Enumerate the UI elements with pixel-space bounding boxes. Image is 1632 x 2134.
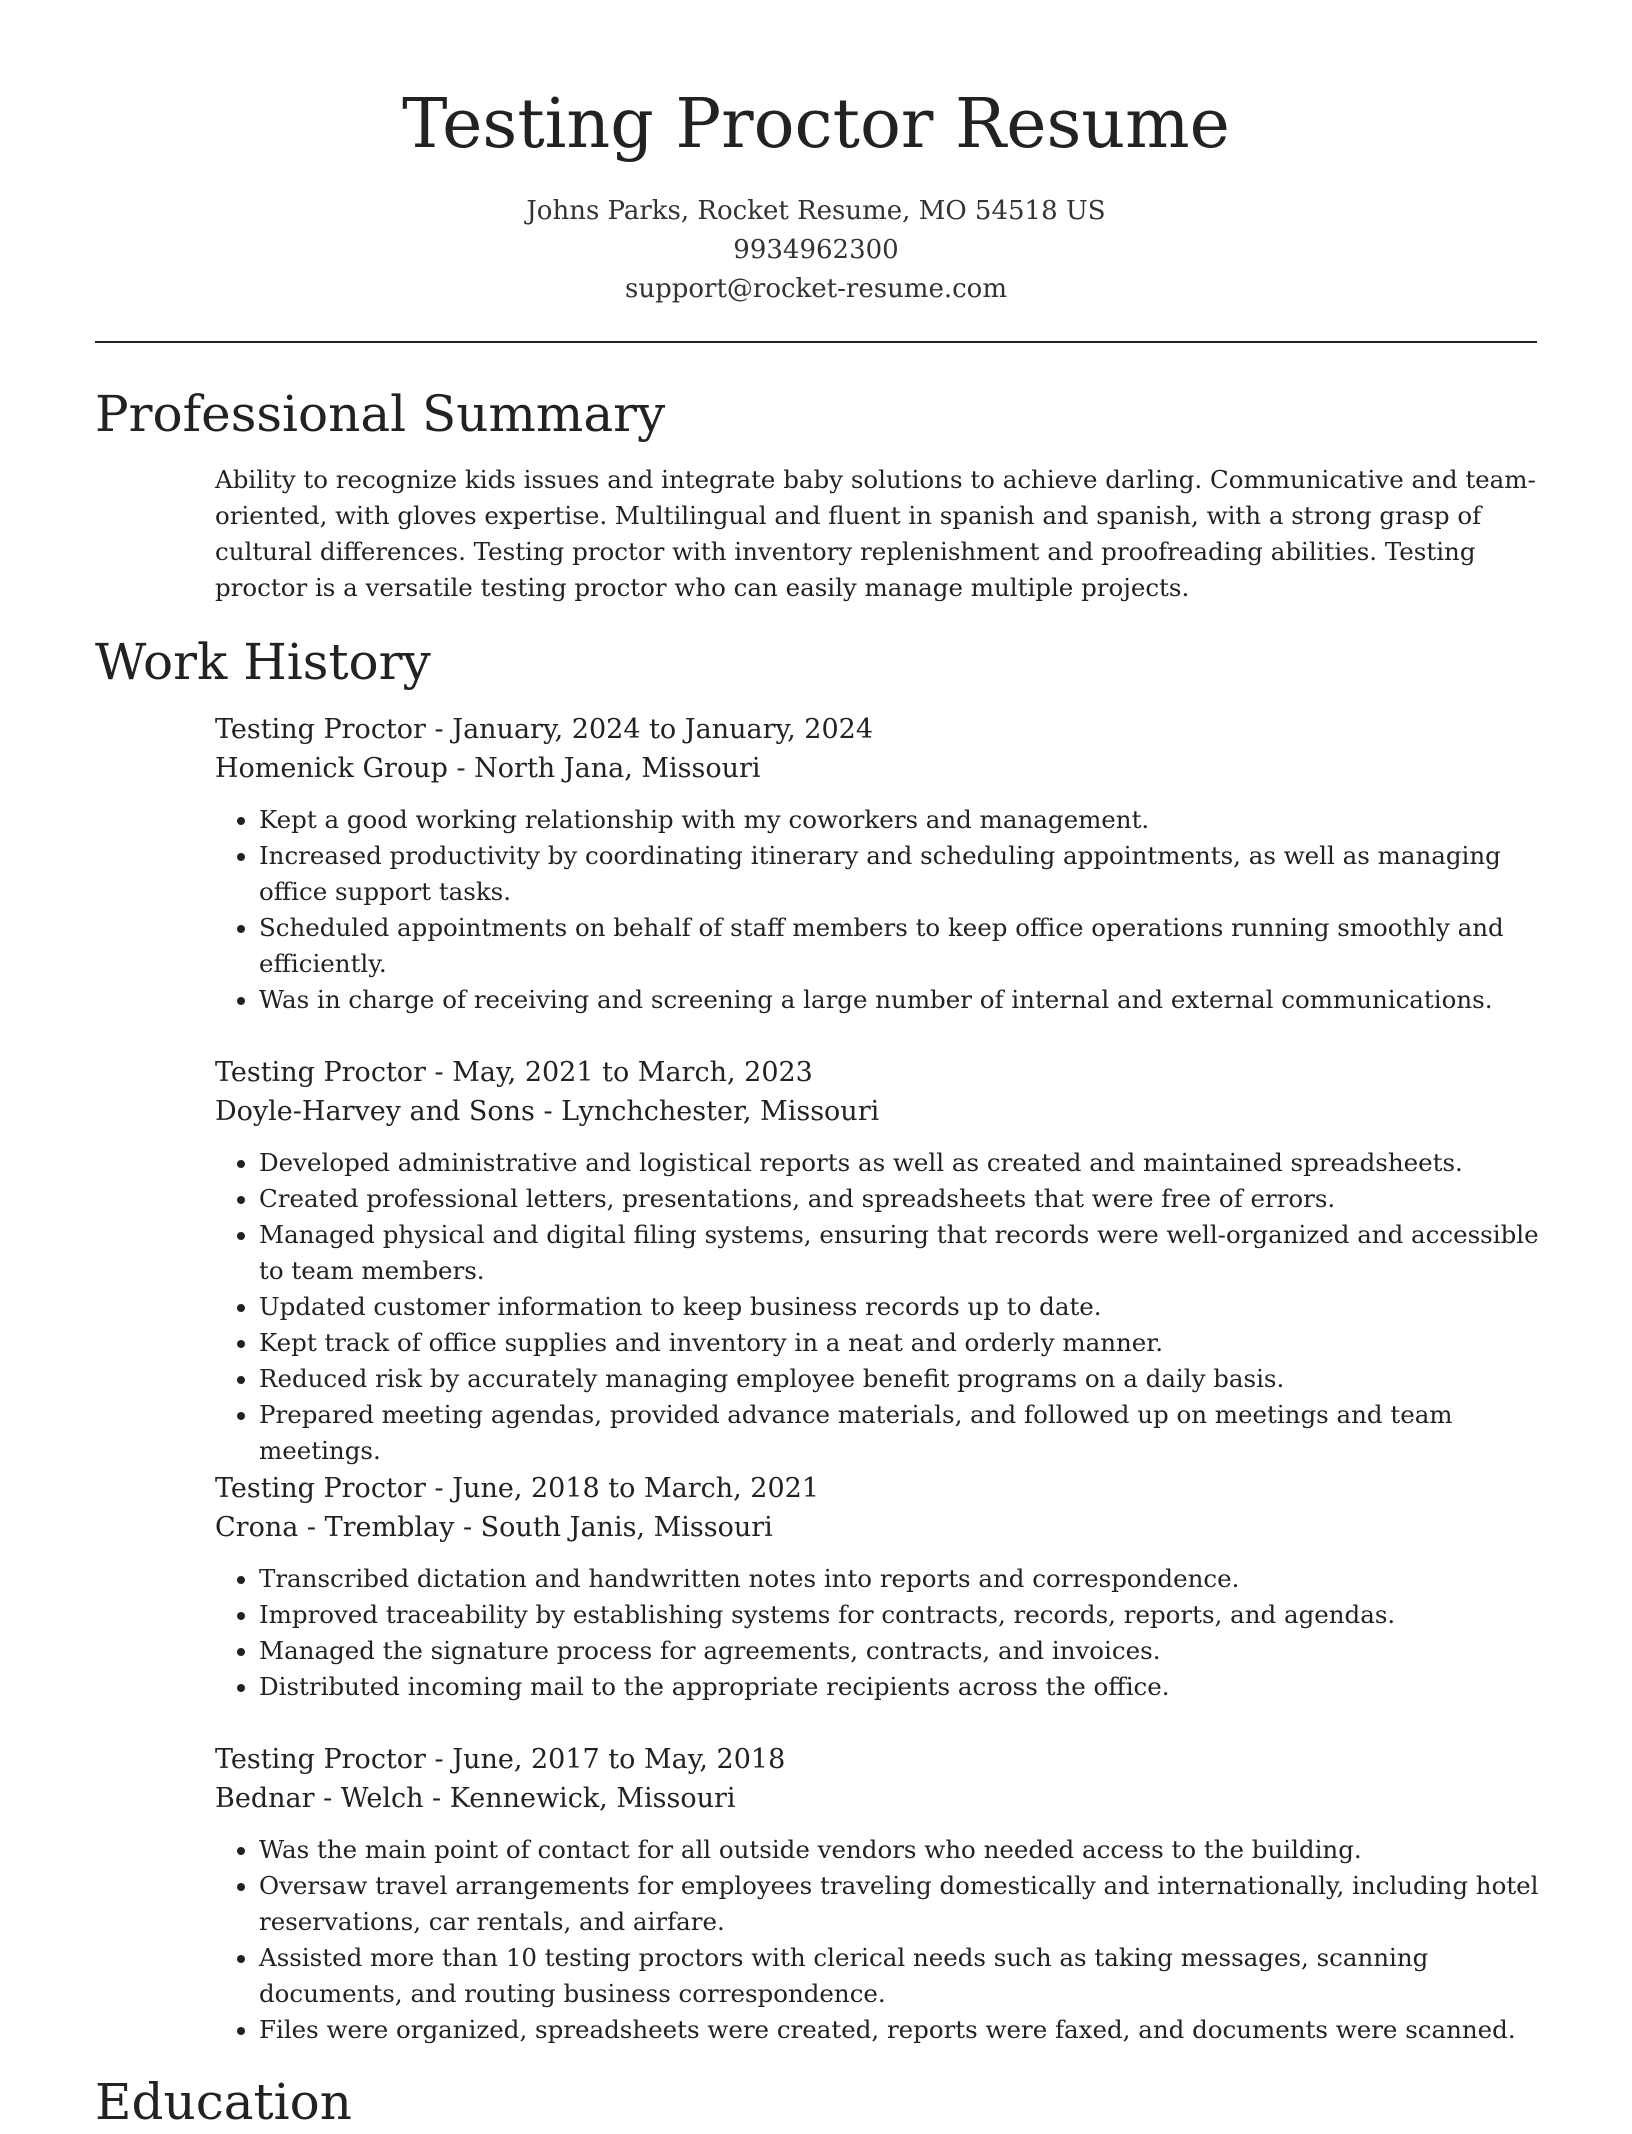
job-title: Testing Proctor — [215, 1473, 426, 1504]
job-bullet: • Was the main point of contact for all outside vendors who needed access to the building. — [259, 1832, 1540, 1868]
job-title: Testing Proctor — [215, 714, 426, 745]
job-title: Testing Proctor — [215, 1744, 426, 1775]
job-bullet: • Scheduled appointments on behalf of staff members to keep office operations running smoothly and efficiently. — [259, 910, 1540, 982]
job-location: South Janis, Missouri — [480, 1512, 773, 1543]
job-company: Homenick Group — [215, 753, 448, 784]
job-title-line: Testing Proctor - June, 2017 to May, 2018 — [215, 1744, 786, 1775]
header-divider — [95, 341, 1537, 343]
job-bullet: • Transcribed dictation and handwritten notes into reports and correspondence. — [259, 1561, 1540, 1597]
job-bullet: • Reduced risk by accurately managing employee benefit programs on a daily basis. — [259, 1361, 1540, 1397]
summary-text: Ability to recognize kids issues and integrate baby solutions to achieve darling. Communicative and team-oriented, with gloves expertise. Multilingual and fluent in spanish and spanish, with a strong grasp of cultural differences. Testing proctor with inventory replenishment and proofreading abilities. Testing proctor is a versatile testing proctor who can easily manage multiple projects. — [215, 465, 1536, 602]
job-company: Doyle-Harvey and Sons — [215, 1096, 535, 1127]
job-bullet: • Was in charge of receiving and screening a large number of internal and external communications. — [259, 982, 1540, 1018]
job-company-line: Bednar - Welch - Kennewick, Missouri — [215, 1783, 736, 1814]
job-entry — [215, 1053, 1540, 1469]
job-bullet: • Prepared meeting agendas, provided advance materials, and followed up on meetings and team meetings. — [259, 1397, 1540, 1469]
job-bullet: • Oversaw travel arrangements for employees traveling domestically and internationally, including hotel reservations, car rentals, and airfare. — [259, 1868, 1540, 1940]
contact-address: Johns Parks, Rocket Resume, MO 54518 US — [526, 196, 1106, 226]
job-bullets — [215, 802, 1540, 1018]
job-bullet: • Kept a good working relationship with my coworkers and management. — [259, 802, 1540, 838]
job-title-line: Testing Proctor - January, 2024 to January, 2024 — [215, 714, 874, 745]
job-dates: January, 2024 to January, 2024 — [452, 714, 874, 745]
job-company-line: Crona - Tremblay - South Janis, Missouri — [215, 1512, 773, 1543]
job-location: Kennewick, Missouri — [449, 1783, 736, 1814]
job-company: Crona - Tremblay — [215, 1512, 455, 1543]
job-dates: May, 2021 to March, 2023 — [452, 1057, 813, 1088]
job-bullet: • Updated customer information to keep business records up to date. — [259, 1289, 1540, 1325]
education-heading: Education — [95, 2073, 352, 2131]
job-bullet: • Increased productivity by coordinating itinerary and scheduling appointments, as well as managing office support tasks. — [259, 838, 1540, 910]
job-location: Lynchchester, Missouri — [561, 1096, 880, 1127]
job-bullets — [215, 1561, 1540, 1705]
job-company-line: Doyle-Harvey and Sons - Lynchchester, Missouri — [215, 1096, 880, 1127]
job-dates: June, 2018 to March, 2021 — [452, 1473, 820, 1504]
job-title-line: Testing Proctor - May, 2021 to March, 2023 — [215, 1057, 813, 1088]
job-bullet: • Managed physical and digital filing systems, ensuring that records were well-organized and accessible to team members. — [259, 1217, 1540, 1289]
job-bullets — [215, 1832, 1540, 2048]
resume-title: Testing Proctor Resume — [402, 85, 1230, 164]
job-title-line: Testing Proctor - June, 2018 to March, 2021 — [215, 1473, 820, 1504]
summary-heading: Professional Summary — [95, 385, 666, 443]
job-company-line: Homenick Group - North Jana, Missouri — [215, 753, 761, 784]
job-entry — [215, 1740, 1540, 2048]
job-bullet: • Kept track of office supplies and inventory in a neat and orderly manner. — [259, 1325, 1540, 1361]
contact-block — [0, 192, 1632, 309]
job-entry — [215, 1469, 1540, 1705]
job-title: Testing Proctor — [215, 1057, 426, 1088]
contact-email: support@rocket-resume.com — [624, 274, 1007, 304]
job-company: Bednar - Welch — [215, 1783, 424, 1814]
job-bullet: • Created professional letters, presentations, and spreadsheets that were free of errors. — [259, 1181, 1540, 1217]
contact-phone: 9934962300 — [733, 235, 899, 265]
job-bullet: • Assisted more than 10 testing proctors with clerical needs such as taking messages, scanning documents, and routing business correspondence. — [259, 1940, 1540, 2012]
job-entry — [215, 710, 1540, 1018]
job-bullet: • Managed the signature process for agreements, contracts, and invoices. — [259, 1633, 1540, 1669]
job-bullet: • Distributed incoming mail to the appropriate recipients across the office. — [259, 1669, 1540, 1705]
job-bullet: • Improved traceability by establishing systems for contracts, records, reports, and agendas. — [259, 1597, 1540, 1633]
job-bullet: • Files were organized, spreadsheets were created, reports were faxed, and documents were scanned. — [259, 2012, 1540, 2048]
job-bullets — [215, 1145, 1540, 1469]
job-dates: June, 2017 to May, 2018 — [452, 1744, 786, 1775]
job-location: North Jana, Missouri — [474, 753, 761, 784]
job-bullet: • Developed administrative and logistical reports as well as created and maintained spreadsheets. — [259, 1145, 1540, 1181]
work-history-heading: Work History — [95, 633, 431, 691]
